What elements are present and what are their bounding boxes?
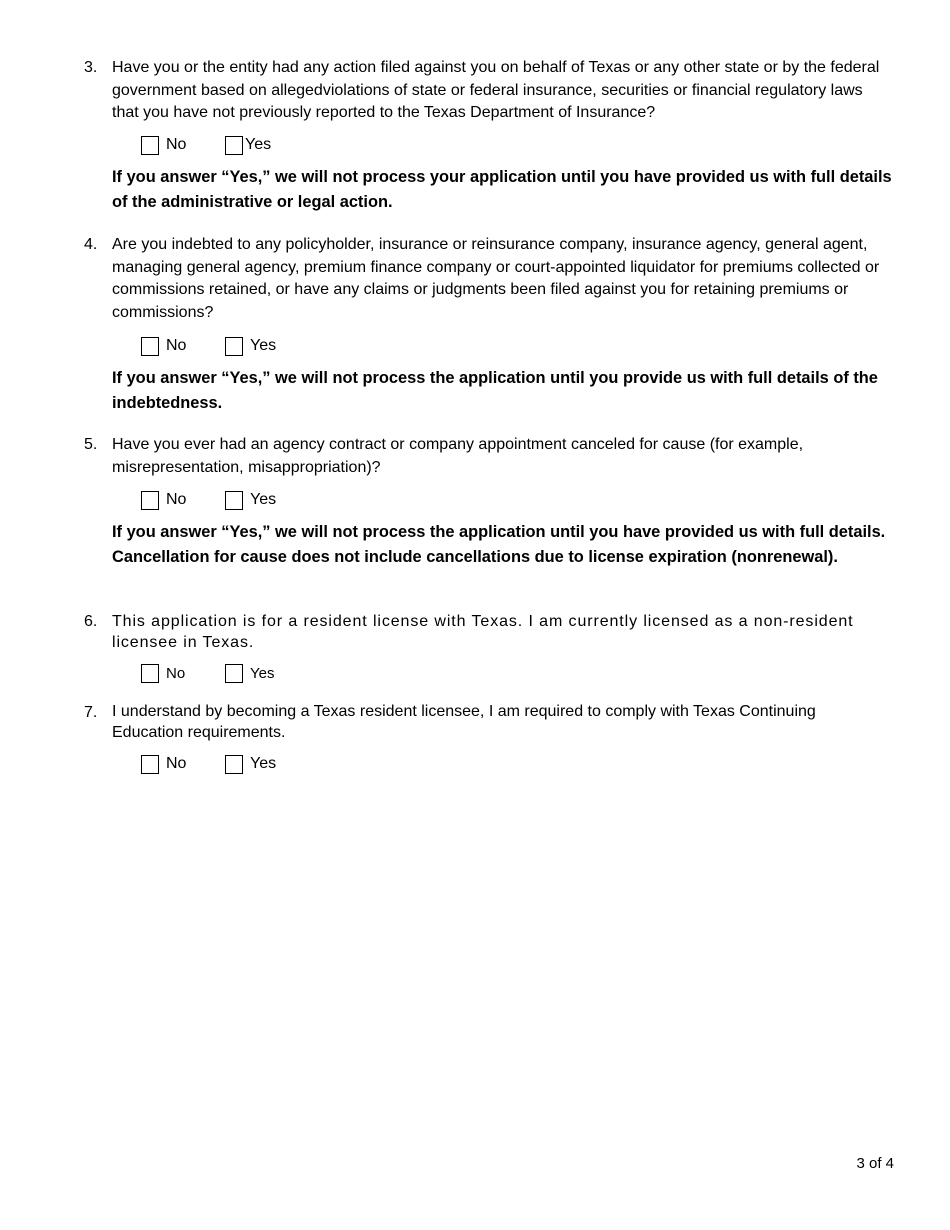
yes-option[interactable]: [225, 753, 276, 775]
yes-label: Yes: [250, 337, 277, 354]
no-option[interactable]: [141, 134, 186, 156]
yes-label: Yes: [250, 755, 277, 772]
yes-option[interactable]: [225, 335, 276, 357]
yes-checkbox[interactable]: [225, 491, 243, 510]
question-number: 6.: [84, 613, 98, 630]
yes-label: Yes: [250, 664, 275, 682]
yes-checkbox[interactable]: [225, 664, 243, 683]
question-number: 4.: [84, 236, 98, 253]
question-text: This application is for a resident license with Texas. I am currently licensed as a non-resident licensee in Texas.: [112, 613, 854, 651]
question-text: Have you ever had an agency contract or company appointment canceled for cause (for example, misrepresentation, misappropriation)?: [112, 436, 804, 476]
question-number: 5.: [84, 436, 98, 453]
no-checkbox[interactable]: [141, 136, 159, 155]
no-label: No: [166, 337, 187, 354]
yes-option[interactable]: [225, 489, 276, 511]
no-label: No: [166, 491, 187, 508]
no-label: No: [166, 755, 187, 772]
yes-label: Yes: [250, 491, 277, 508]
question-number: 3.: [84, 59, 98, 76]
question-text: Have you or the entity had any action filed against you on behalf of Texas or any other state or by the federal government based on allegedviolations of state or federal insurance, securities or financial regulatory laws that you have not previously reported to the Texas Department of Insurance?: [112, 59, 880, 121]
yes-checkbox[interactable]: [225, 337, 243, 356]
no-checkbox[interactable]: [141, 755, 159, 774]
yes-option[interactable]: [225, 662, 274, 684]
no-checkbox[interactable]: [141, 491, 159, 510]
warning-text: If you answer “Yes,” we will not process the application until you have provided us with full details. Cancellation for cause does not include cancellations due to license expiration (nonrenewal).: [112, 523, 886, 566]
no-checkbox[interactable]: [141, 664, 159, 683]
no-option[interactable]: [141, 335, 186, 357]
yes-checkbox[interactable]: [225, 136, 243, 155]
no-option[interactable]: [141, 753, 186, 775]
no-label: No: [166, 136, 187, 153]
yes-label: Yes: [245, 136, 272, 153]
warning-text: If you answer “Yes,” we will not process your application until you have provided us with full details of the administrative or legal action.: [112, 168, 892, 211]
no-label: No: [166, 664, 186, 682]
no-option[interactable]: [141, 662, 185, 684]
warning-text: If you answer “Yes,” we will not process the application until you provide us with full details of the indebtedness.: [112, 369, 878, 412]
no-option[interactable]: [141, 489, 186, 511]
question-number: 7.: [84, 704, 98, 721]
page-number: 3 of 4: [856, 1155, 894, 1172]
no-checkbox[interactable]: [141, 337, 159, 356]
question-text: Are you indebted to any policyholder, insurance or reinsurance company, insurance agency, general agent, managing general agency, premium finance company or court-appointed liquidator for premiums collected or commissions retained, or have any claims or judgments been filed against you for retaining premiums or commissions?: [112, 236, 880, 321]
yes-option[interactable]: [225, 134, 271, 156]
question-text: I understand by becoming a Texas resident licensee, I am required to comply with Texas Continuing Education requirements.: [112, 703, 816, 741]
yes-checkbox[interactable]: [225, 755, 243, 774]
